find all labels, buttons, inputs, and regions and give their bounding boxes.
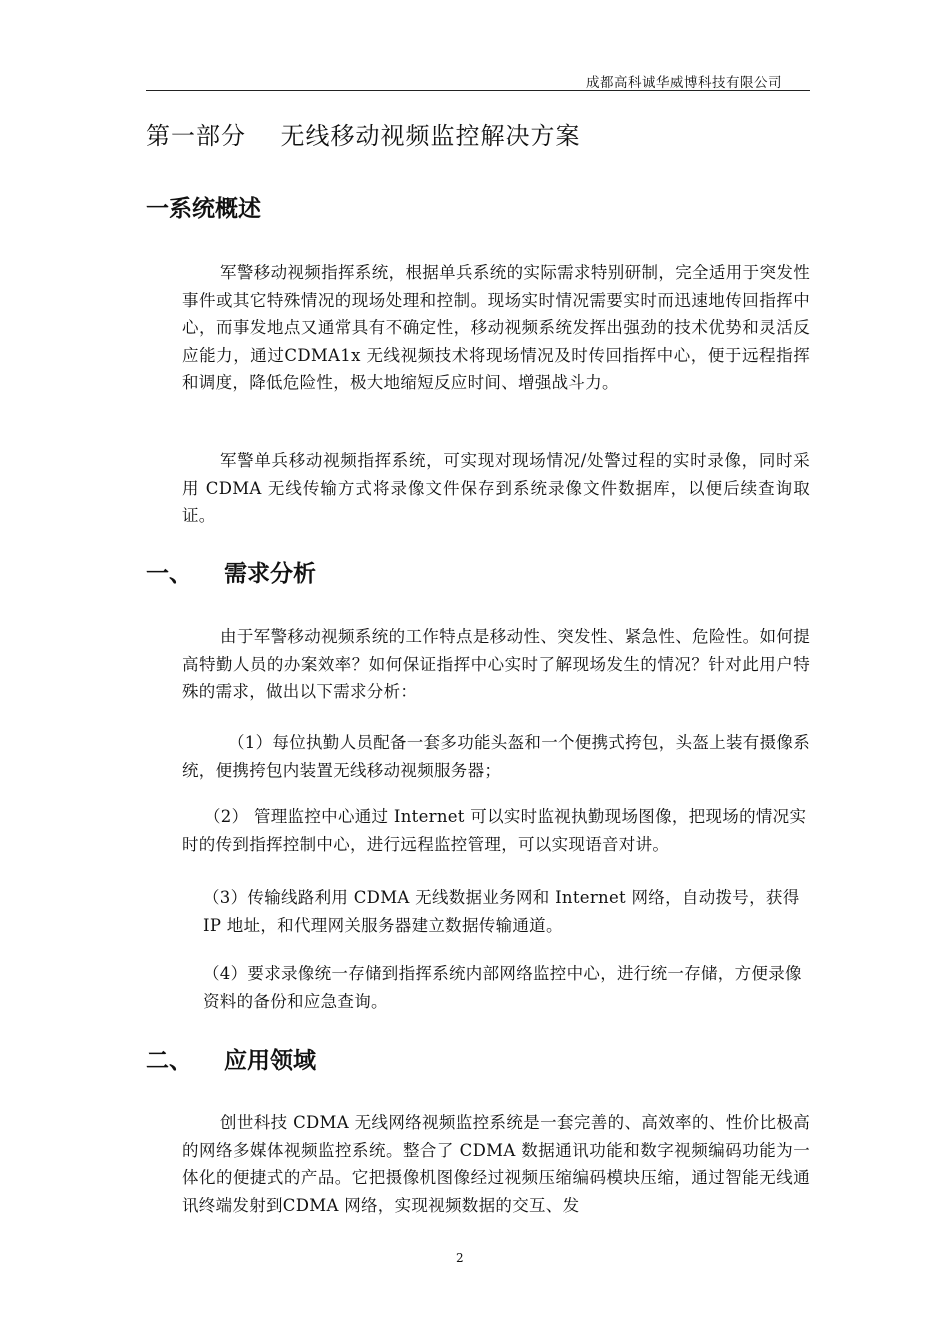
requirements-intro: 由于军警移动视频系统的工作特点是移动性、突发性、紧急性、危险性。如何提高特勤人员的办案效率？如何保证指挥中心实时了解现场发生的情况？针对此用户特殊的需求，做出以下需求分析： bbox=[182, 627, 810, 701]
applications-paragraph: 创世科技 CDMA 无线网络视频监控系统是一套完善的、高效率的、性价比极高的网络多媒体视频监控系统。整合了 CDMA 数据通讯功能和数字视频编码功能为一体化的便捷式的产品。它把摄像机图像经过视频压缩编码模块压缩，通过智能无线通讯终端发射到CDMA 网络，实现视频数据的交互、发 bbox=[182, 1113, 810, 1215]
company-name: 成都高科诚华威博科技有限公司 bbox=[586, 75, 782, 91]
overview-paragraph-2: 军警单兵移动视频指挥系统，可实现对现场情况/处警过程的实时录像，同时采用 CDMA 无线传输方式将录像文件保存到系统录像文件数据库，以便后续查询取证。 bbox=[182, 451, 810, 525]
overview-paragraph-1: 军警移动视频指挥系统，根据单兵系统的实际需求特别研制，完全适用于突发性事件或其它特殊情况的现场处理和控制。现场实时情况需要实时而迅速地传回指挥中心，而事发地点又通常具有不确定性，移动视频系统发挥出强劲的技术优势和灵活反应能力，通过CDMA1x 无线视频技术将现场情况及时传回指挥中心，便于远程指挥和调度，降低危险性，极大地缩短反应时间、增强战斗力。 bbox=[182, 263, 810, 392]
requirement-item-3: （3）传输线路利用 CDMA 无线数据业务网和 Internet 网络，自动拨号，获得 IP 地址，和代理网关服务器建立数据传输通道。 bbox=[203, 888, 800, 935]
requirement-item-2: （2） 管理监控中心通过 Internet 可以实时监视执勤现场图像，把现场的情况实时的传到指挥控制中心，进行远程监控管理，可以实现语音对讲。 bbox=[182, 807, 807, 854]
requirement-item-4: （4）要求录像统一存储到指挥系统内部网络监控中心，进行统一存储，方便录像资料的备份和应急查询。 bbox=[203, 964, 802, 1011]
requirement-item-1: （1）每位执勤人员配备一套多功能头盔和一个便携式挎包，头盔上装有摄像系统，便携挎包内装置无线移动视频服务器； bbox=[182, 733, 810, 780]
page-number: 2 bbox=[456, 1251, 464, 1265]
section-requirements-title: 一、 需求分析 bbox=[146, 561, 317, 587]
page-header bbox=[146, 70, 810, 91]
section-overview-title: 一系统概述 bbox=[146, 196, 261, 222]
part-title: 第一部分 无线移动视频监控解决方案 bbox=[146, 122, 581, 150]
section-applications-title: 二、 应用领域 bbox=[146, 1048, 317, 1074]
